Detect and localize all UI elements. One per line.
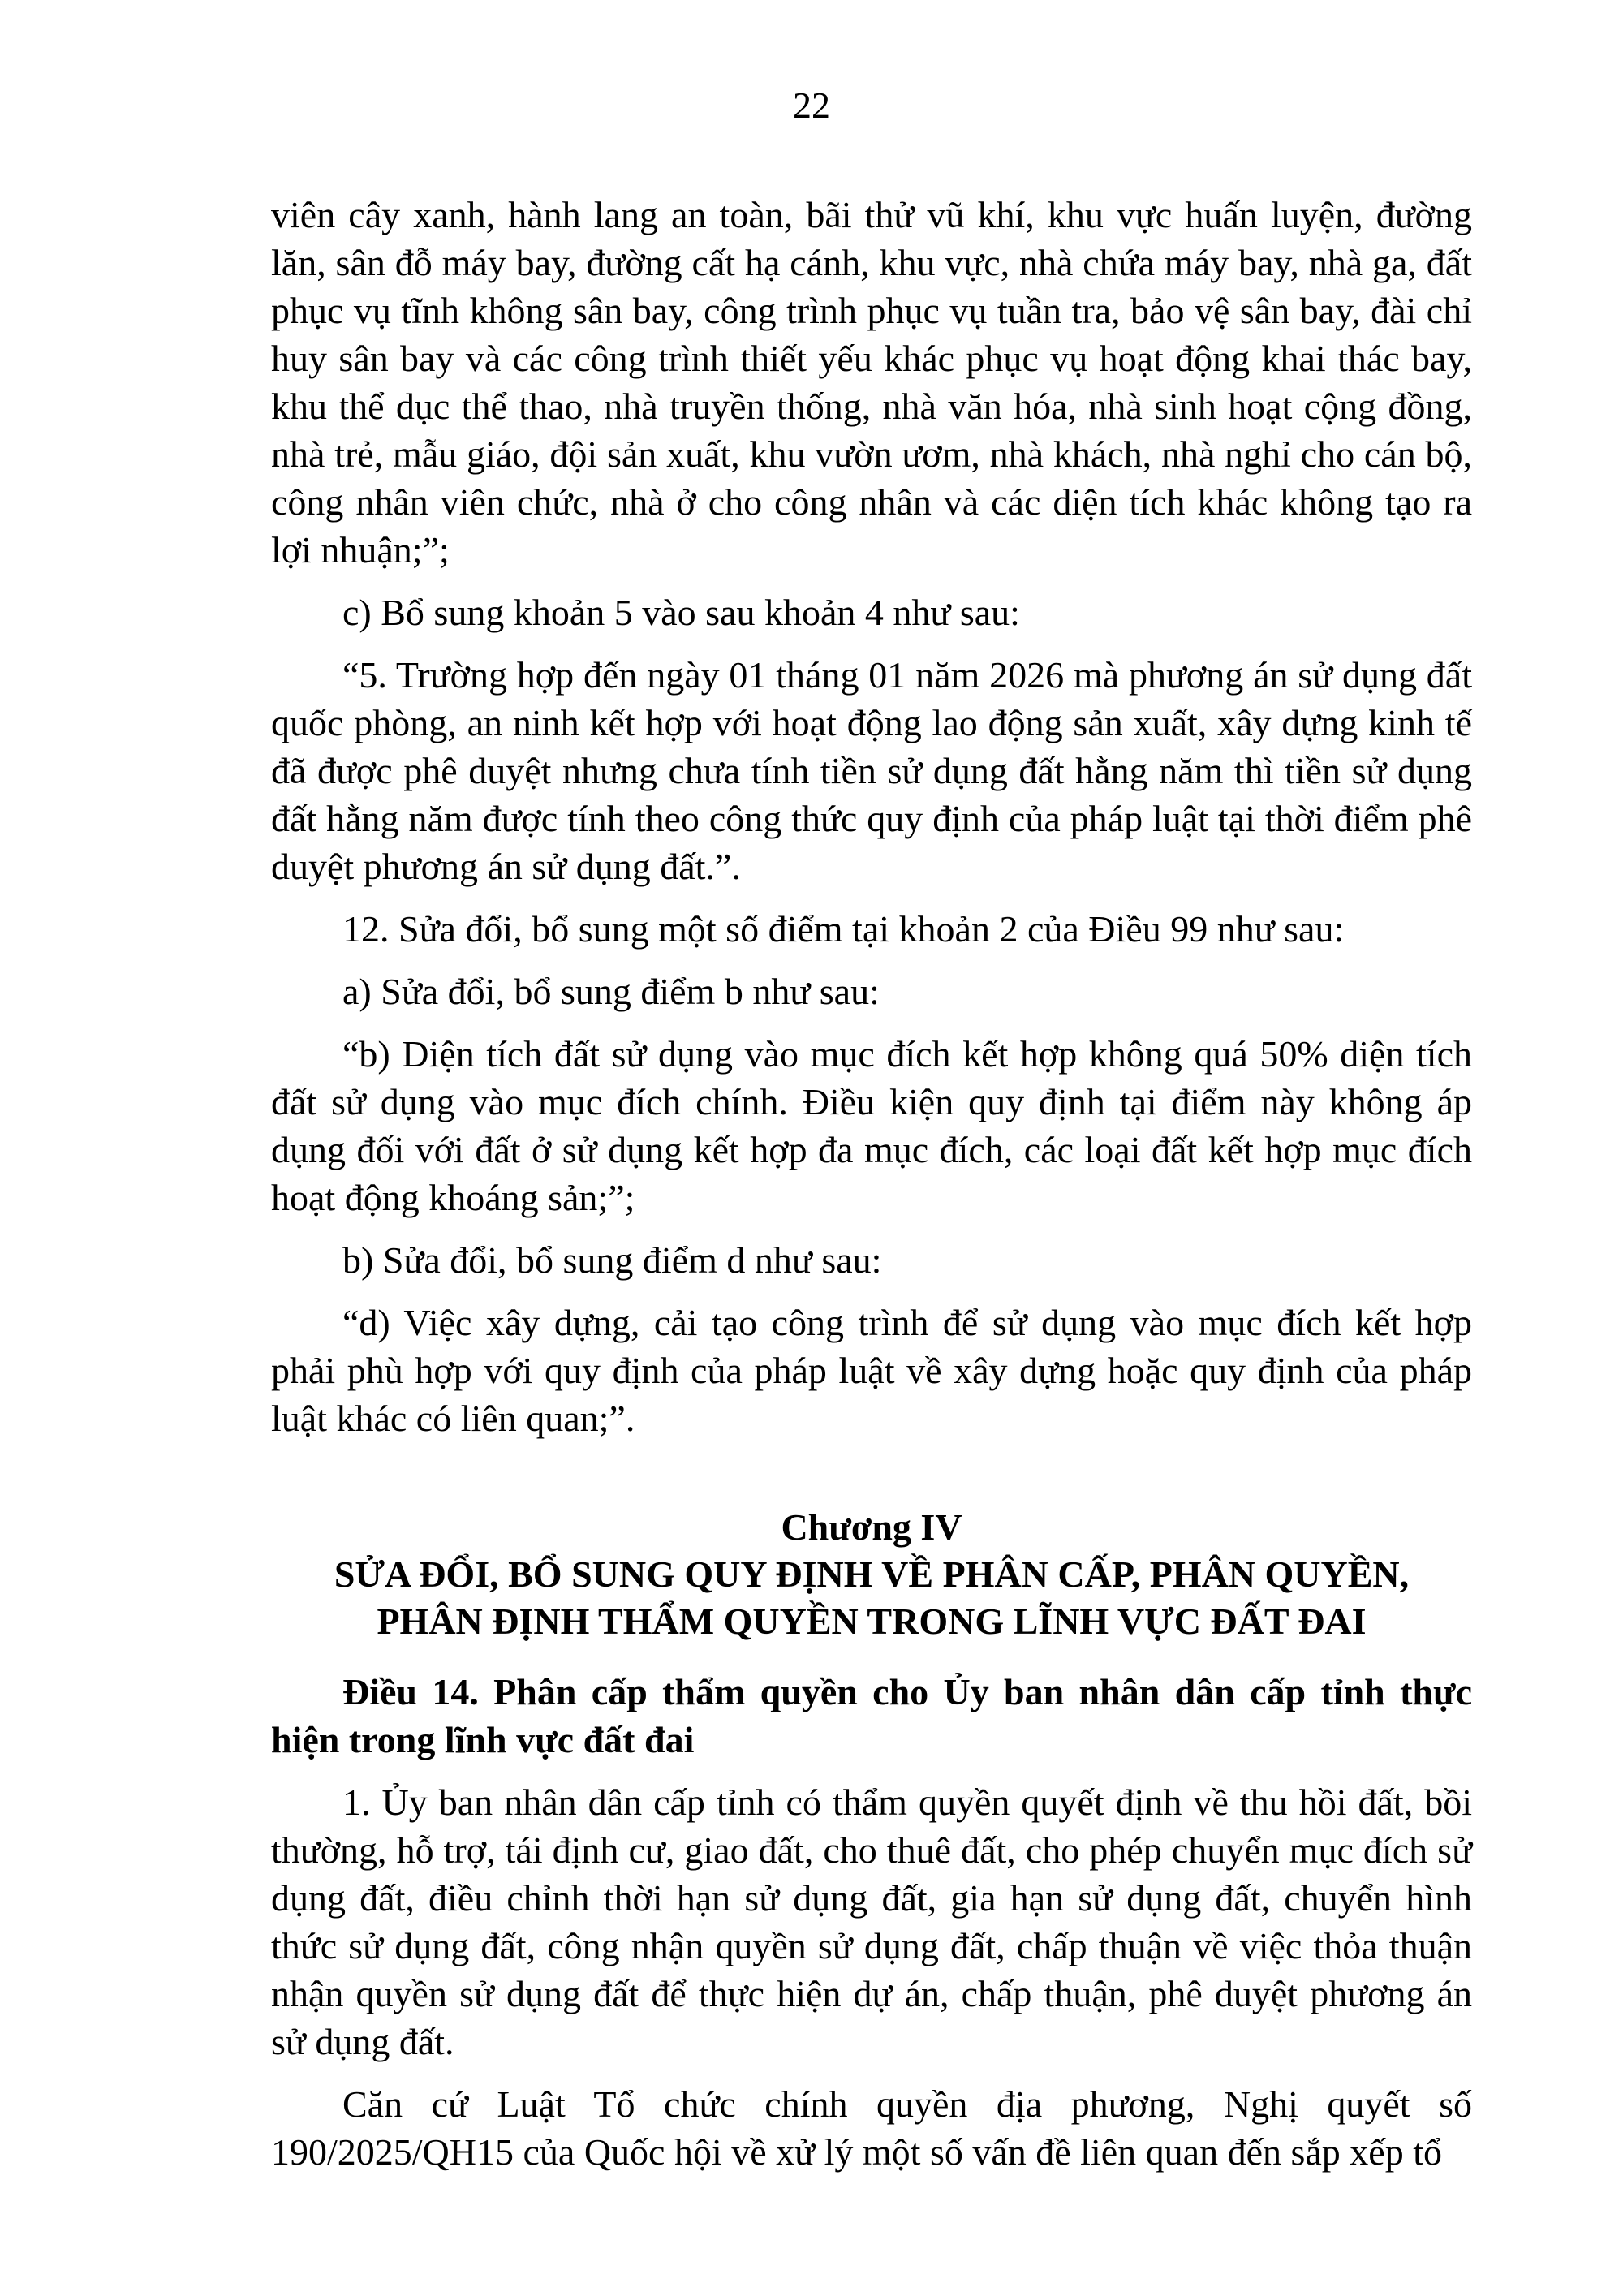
article-heading: Điều 14. Phân cấp thẩm quyền cho Ủy ban nhân dân cấp tỉnh thực hiện trong lĩnh vực đất đai <box>271 1671 1472 1760</box>
paragraph-article-14-clause-1: 1. Ủy ban nhân dân cấp tỉnh có thẩm quyền quyết định về thu hồi đất, bồi thường, hỗ trợ, tái định cư, giao đất, cho thuê đất, cho phép chuyển mục đích sử dụng đất, điều chỉnh thời hạn sử dụng đất, gia hạn sử dụng đất, chuyển hình thức sử dụng đất, công nhận quyền sử dụng đất, chấp thuận về việc thỏa thuận nhận quyền sử dụng đất để thực hiện dự án, chấp thuận, phê duyệt phương án sử dụng đất. <box>271 1781 1472 2062</box>
chapter-title-line-2: PHÂN ĐỊNH THẨM QUYỀN TRONG LĨNH VỰC ĐẤT ĐAI <box>377 1600 1367 1642</box>
paragraph-point-d: “d) Việc xây dựng, cải tạo công trình để sử dụng vào mục đích kết hợp phải phù hợp với quy định của pháp luật về xây dựng hoặc quy định của pháp luật khác có liên quan;”. <box>271 1302 1472 1439</box>
document-body <box>271 191 1472 2190</box>
page-number: 22 <box>793 84 830 126</box>
paragraph-amendment-a: a) Sửa đổi, bổ sung điểm b như sau: <box>342 971 880 1012</box>
paragraph-amendment-b: b) Sửa đổi, bổ sung điểm d như sau: <box>342 1239 882 1281</box>
paragraph-point-b: “b) Diện tích đất sử dụng vào mục đích kết hợp không quá 50% diện tích đất sử dụng vào mục đích chính. Điều kiện quy định tại điểm này không áp dụng đối với đất ở sử dụng kết hợp đa mục đích, các loại đất kết hợp mục đích hoạt động khoáng sản;”; <box>271 1033 1472 1218</box>
paragraph-legal-basis: Căn cứ Luật Tổ chức chính quyền địa phương, Nghị quyết số 190/2025/QH15 của Quốc hội về xử lý một số vấn đề liên quan đến sắp xếp tổ <box>271 2083 1472 2173</box>
chapter-label: Chương IV <box>781 1506 962 1548</box>
paragraph-amendment-c: c) Bổ sung khoản 5 vào sau khoản 4 như sau: <box>342 592 1020 633</box>
paragraph-continuation: viên cây xanh, hành lang an toàn, bãi thử vũ khí, khu vực huấn luyện, đường lăn, sân đỗ máy bay, đường cất hạ cánh, khu vực, nhà chứa máy bay, nhà ga, đất phục vụ tĩnh không sân bay, công trình phục vụ tuần tra, bảo vệ sân bay, đài chỉ huy sân bay và các công trình thiết yếu khác phục vụ hoạt động khai thác bay, khu thể dục thể thao, nhà truyền thống, nhà văn hóa, nhà sinh hoạt cộng đồng, nhà trẻ, mẫu giáo, đội sản xuất, khu vườn ươm, nhà khách, nhà nghỉ cho cán bộ, công nhân viên chức, nhà ở cho công nhân và các diện tích khác không tạo ra lợi nhuận;”; <box>271 194 1472 571</box>
chapter-title-line-1: SỬA ĐỔI, BỔ SUNG QUY ĐỊNH VỀ PHÂN CẤP, PHÂN QUYỀN, <box>334 1553 1410 1595</box>
paragraph-clause-5: “5. Trường hợp đến ngày 01 tháng 01 năm 2026 mà phương án sử dụng đất quốc phòng, an ninh kết hợp với hoạt động lao động sản xuất, xây dựng kinh tế đã được phê duyệt nhưng chưa tính tiền sử dụng đất hằng năm thì tiền sử dụng đất hằng năm được tính theo công thức quy định của pháp luật tại thời điểm phê duyệt phương án sử dụng đất.”. <box>271 654 1472 887</box>
paragraph-item-12: 12. Sửa đổi, bổ sung một số điểm tại khoản 2 của Điều 99 như sau: <box>342 908 1345 950</box>
chapter-heading <box>271 1504 1472 1645</box>
